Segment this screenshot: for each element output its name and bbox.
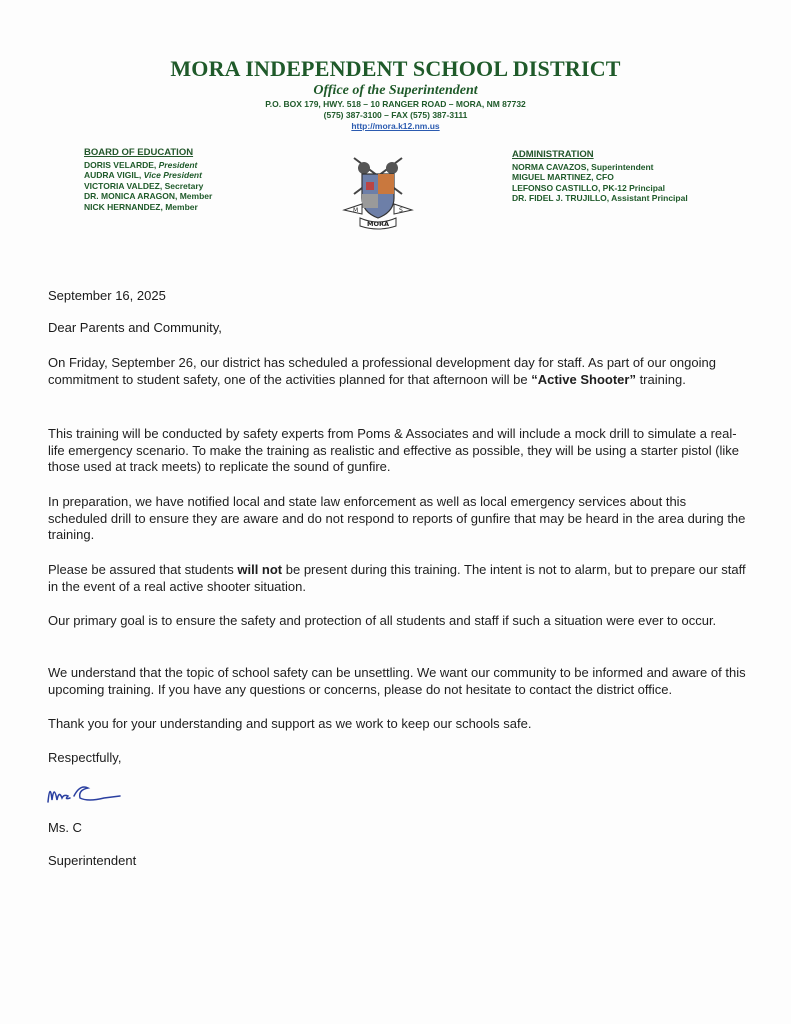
board-of-education [84, 148, 304, 213]
signature-icon [44, 776, 124, 812]
salutation: Dear Parents and Community, [48, 320, 222, 335]
board-member: DR. MONICA ARAGON, Member [84, 191, 213, 202]
admin-member: DR. FIDEL J. TRUJILLO, Assistant Principal [512, 193, 688, 204]
paragraph-7: Thank you for your understanding and support as we work to keep our schools safe. [48, 716, 532, 731]
district-name: MORA INDEPENDENT SCHOOL DISTRICT [170, 56, 621, 81]
administration [512, 150, 742, 204]
district-phone: (575) 387-3100 – FAX (575) 387-3111 [323, 110, 468, 120]
board-heading: BOARD OF EDUCATION [84, 147, 194, 158]
crest-letter-left: M [353, 207, 359, 214]
admin-member: NORMA CAVAZOS, Superintendent [512, 161, 654, 172]
paragraph-1: On Friday, September 26, our district has scheduled a professional development day for staff. As part of our ongoing commitment to student safety, one of the activities planned for that afternoon will be “Active Shooter” training. [48, 355, 716, 387]
crest-letter-right: S [399, 207, 403, 214]
admin-heading: ADMINISTRATION [512, 149, 594, 160]
office-title: Office of the Superintendent [313, 83, 478, 98]
board-member: AUDRA VIGIL, Vice President [84, 170, 202, 181]
closing: Respectfully, [48, 750, 122, 765]
admin-member: LEFONSO CASTILLO, PK-12 Principal [512, 182, 666, 193]
signer-name: Ms. C [48, 820, 82, 835]
board-member: VICTORIA VALDEZ, Secretary [84, 180, 204, 191]
district-crest-icon [332, 154, 424, 230]
letter-date: September 16, 2025 [48, 288, 166, 303]
paragraph-2: This training will be conducted by safety experts from Poms & Associates and will include a mock drill to simulate a real-life emergency scenario. To make the training as realistic and effective as possible, they will be using a starter pistol (like those used at track meets) to replicate the sound of gunfire. [48, 426, 740, 474]
paragraph-3: In preparation, we have notified local and state law enforcement as well as local emergency services about this scheduled drill to ensure they are aware and do not respond to reports of gunfire that may be heard in the area during the training. [48, 494, 746, 542]
crest-banner: MORA [366, 220, 390, 228]
letterhead [0, 56, 791, 132]
board-member: NICK HERNANDEZ, Member [84, 201, 198, 212]
paragraph-4: Please be assured that students will not be present during this training. The intent is not to alarm, but to prepare our staff in the event of a real active shooter situation. [48, 562, 746, 594]
paragraph-6: We understand that the topic of school safety can be unsettling. We want our community to be informed and aware of this upcoming training. If you have any questions or concerns, please do not hesitate to contact the district office. [48, 665, 746, 697]
signer-title: Superintendent [48, 853, 137, 868]
district-address: P.O. BOX 179, HWY. 518 – 10 RANGER ROAD – MORA, NM 87732 [265, 99, 526, 109]
district-website-link[interactable]: http://mora.k12.nm.us [351, 121, 440, 131]
board-member: DORIS VELARDE, President [84, 159, 198, 170]
admin-member: MIGUEL MARTINEZ, CFO [512, 172, 614, 183]
paragraph-5: Our primary goal is to ensure the safety and protection of all students and staff if such a situation were ever to occur. [48, 613, 717, 628]
